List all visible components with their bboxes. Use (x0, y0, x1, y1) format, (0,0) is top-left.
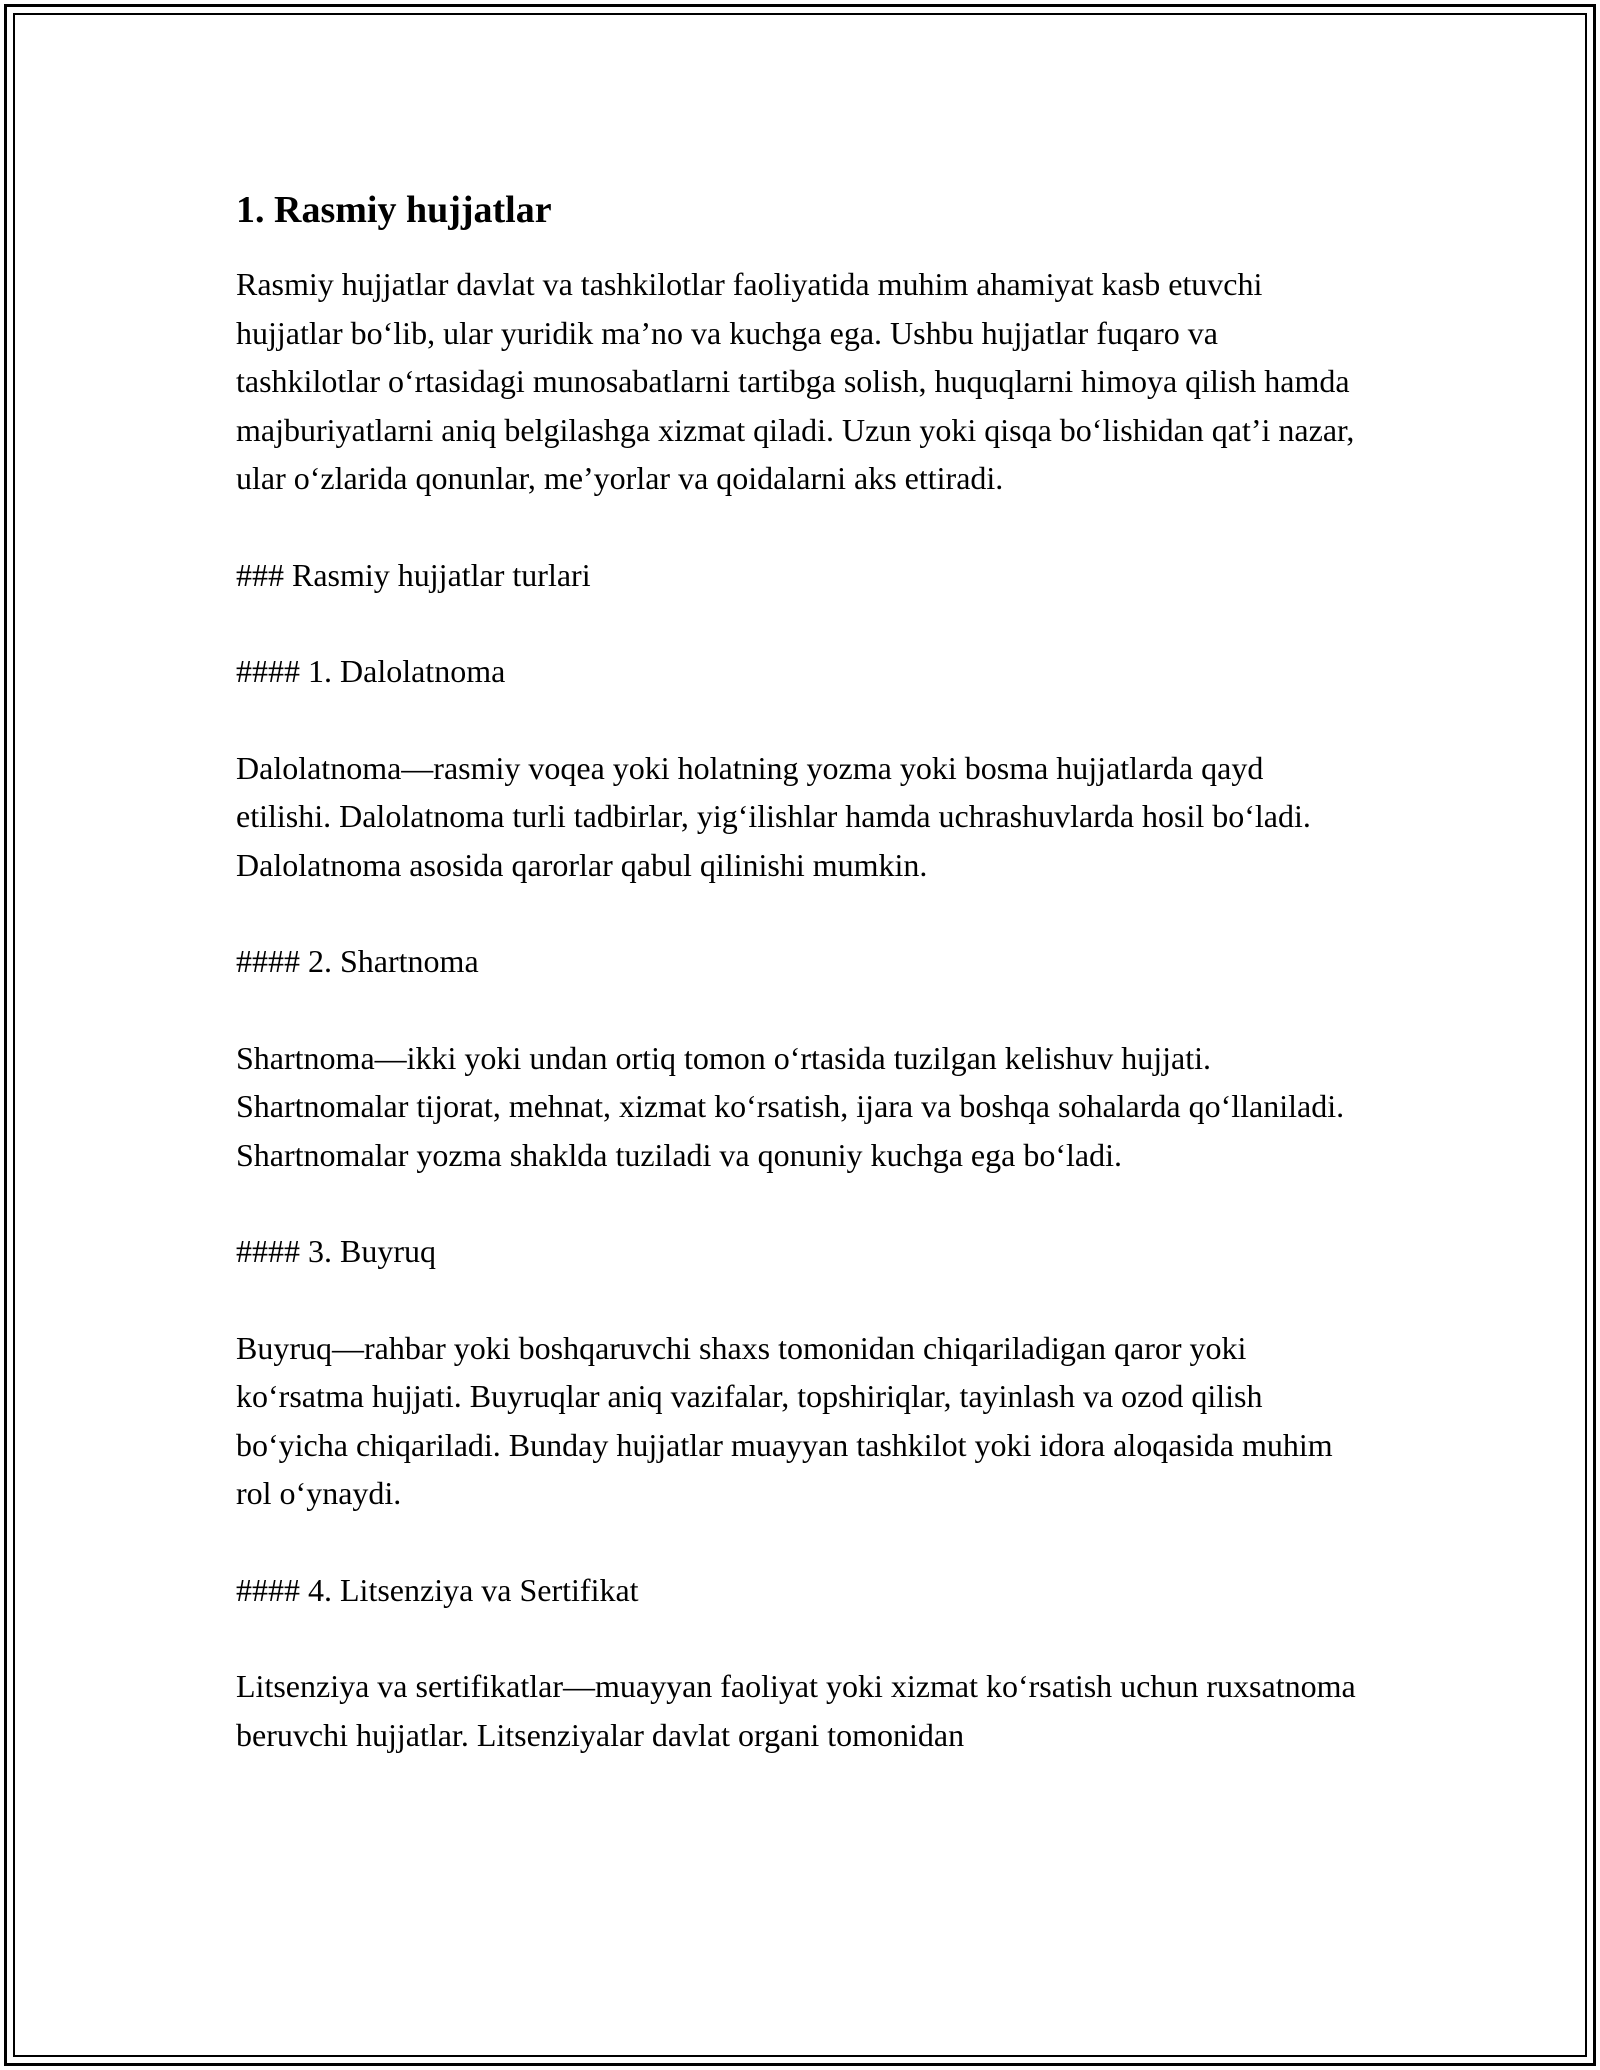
section-text-dalolatnoma: Dalolatnoma—rasmiy voqea yoki holatning yozma yoki bosma hujjatlarda qayd etilishi. Dalolatnoma turli tadbirlar, yig‘ilishlar hamda uchrashuvlarda hosil bo‘ladi. Dalolatnoma asosida qarorlar qabul qilinishi mumkin. (236, 749, 1311, 883)
section-text-shartnoma: Shartnoma—ikki yoki undan ortiq tomon o‘rtasida tuzilgan kelishuv hujjati. Shartnomalar tijorat, mehnat, xizmat ko‘rsatish, ijara va boshqa sohalarda qo‘llaniladi. Shartnomalar yozma shaklda tuziladi va qonuniy kuchga ega bo‘ladi. (236, 1039, 1345, 1173)
section-heading-buyruq: #### 3. Buyruq (236, 1233, 436, 1269)
section-heading-shartnoma: #### 2. Shartnoma (236, 943, 479, 979)
section-heading-dalolatnoma: #### 1. Dalolatnoma (236, 653, 506, 689)
document-title: 1. Rasmiy hujjatlar (236, 189, 552, 231)
section-text-litsenziya: Litsenziya va sertifikatlar—muayyan faoliyat yoki xizmat ko‘rsatish uchun ruxsatnoma beruvchi hujjatlar. Litsenziyalar davlat organi tomonidan (236, 1668, 1356, 1753)
intro-paragraph: Rasmiy hujjatlar davlat va tashkilotlar faoliyatida muhim ahamiyat kasb etuvchi hujjatlar bo‘lib, ular yuridik ma’no va kuchga ega. Ushbu hujjatlar fuqaro va tashkilotlar o‘rtasidagi munosabatlarni tartibga solish, huquqlarni himoya qilish hamda majburiyatlarni aniq belgilashga xizmat qiladi. Uzun yoki qisqa bo‘lishidan qat’i nazar, ular o‘zlarida qonunlar, me’yorlar va qoidalarni aks ettiradi. (236, 266, 1355, 496)
document-body (236, 186, 1366, 1807)
section-text-buyruq: Buyruq—rahbar yoki boshqaruvchi shaxs tomonidan chiqariladigan qaror yoki ko‘rsatma hujjati. Buyruqlar aniq vazifalar, topshiriqlar, tayinlash va ozod qilish bo‘yicha chiqariladi. Bunday hujjatlar muayyan tashkilot yoki idora aloqasida muhim rol o‘ynaydi. (236, 1329, 1333, 1511)
types-heading: ### Rasmiy hujjatlar turlari (236, 556, 591, 593)
section-heading-litsenziya: #### 4. Litsenziya va Sertifikat (236, 1571, 639, 1608)
